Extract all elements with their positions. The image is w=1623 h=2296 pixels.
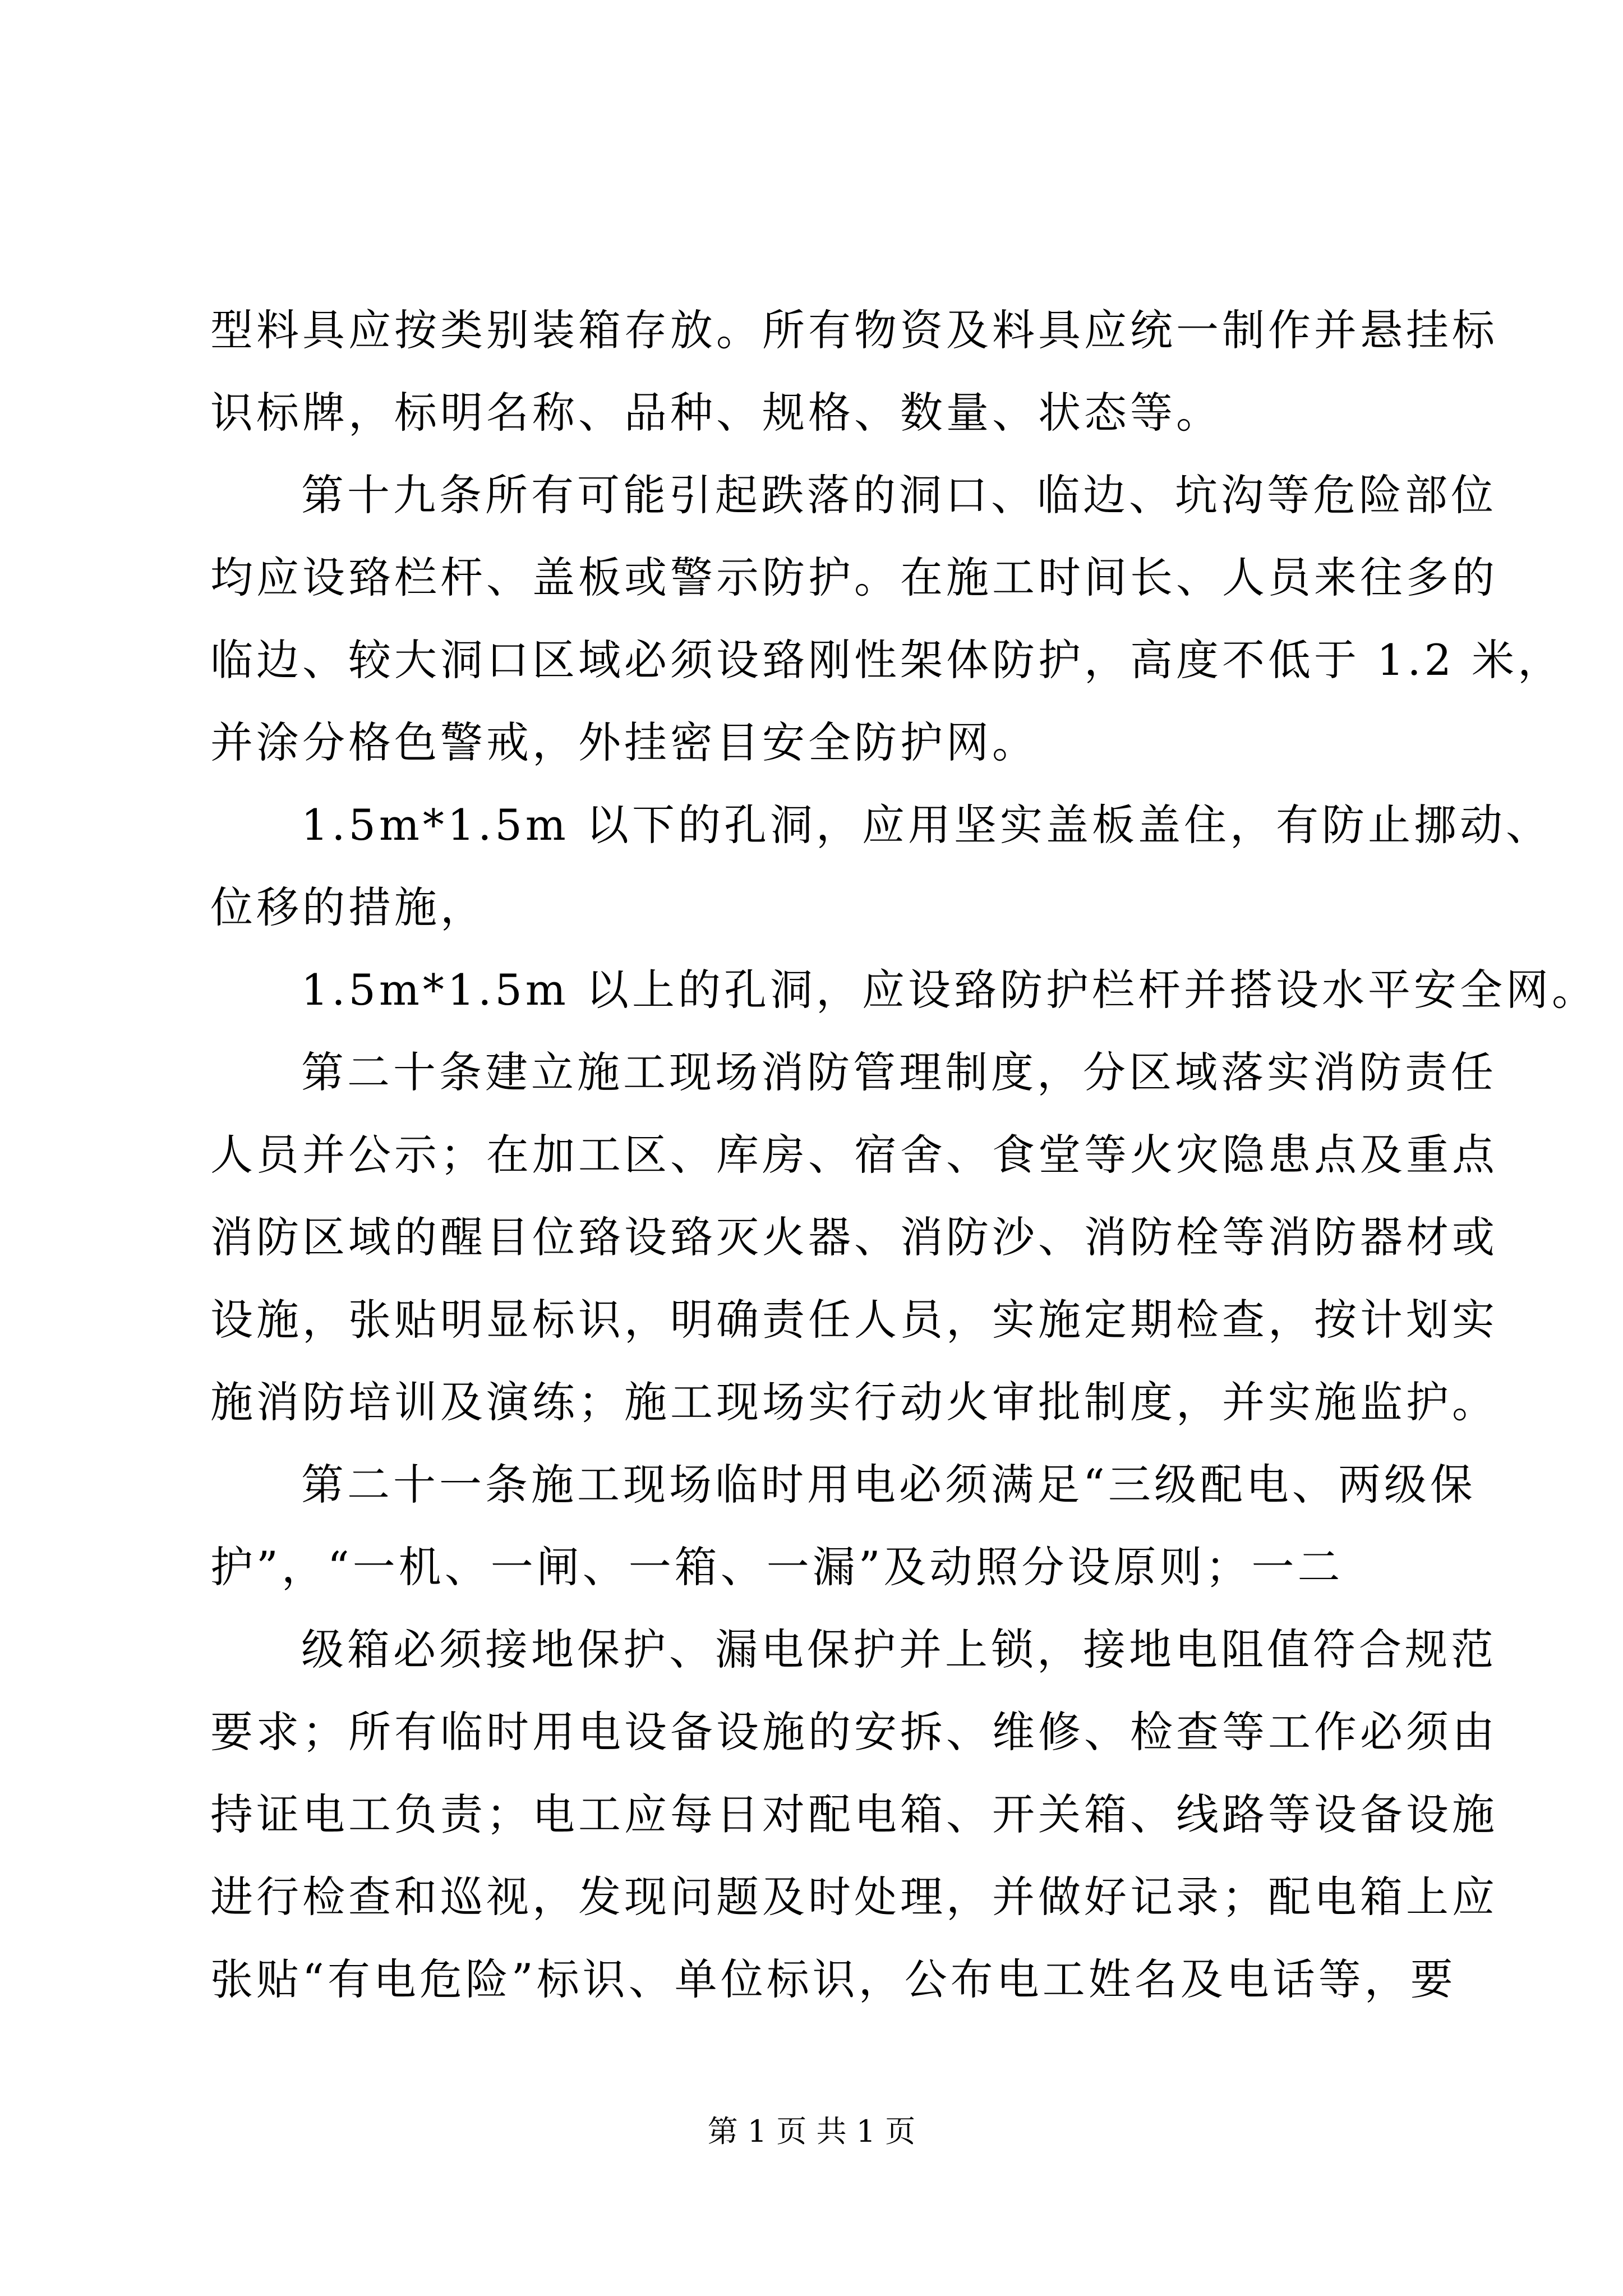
page-number: 第 1 页 共 1 页 — [707, 2114, 916, 2149]
text-line: 第十九条所有可能引起跌落的洞口、临边、坑沟等危险部位 — [301, 470, 1497, 520]
text-line: 消防区域的醒目位臵设臵灭火器、消防沙、消防栓等消防器材或 — [210, 1212, 1498, 1262]
text-line: 识标牌，标明名称、品种、规格、数量、状态等。 — [210, 388, 1222, 438]
text-line: 张贴“有电危险”标识、单位标识，公布电工姓名及电话等，要 — [210, 1954, 1456, 2004]
text-line: 护”，“一机、一闸、一箱、一漏”及动照分设原则；一二 — [210, 1542, 1344, 1592]
text-line: 均应设臵栏杆、盖板或警示防护。在施工时间长、人员来往多的 — [210, 553, 1498, 602]
text-line: 施消防培训及演练；施工现场实行动火审批制度，并实施监护。 — [210, 1377, 1498, 1427]
text-line: 设施，张贴明显标识，明确责任人员，实施定期检查，按计划实 — [210, 1295, 1498, 1345]
text-line: 第二十条建立施工现场消防管理制度，分区域落实消防责任 — [301, 1047, 1497, 1097]
text-line: 并涂分格色警戒，外挂密目安全防护网。 — [210, 717, 1038, 767]
text-line: 型料具应按类别装箱存放。所有物资及料具应统一制作并悬挂标 — [210, 305, 1498, 355]
text-line: 要求；所有临时用电设备设施的安拆、维修、检查等工作必须由 — [210, 1707, 1498, 1757]
page-footer — [0, 2112, 1623, 2151]
text-line: 临边、较大洞口区域必须设臵刚性架体防护，高度不低于 1.2 米， — [210, 635, 1564, 685]
text-line: 级箱必须接地保护、漏电保护并上锁，接地电阻值符合规范 — [301, 1625, 1497, 1674]
text-line: 第二十一条施工现场临时用电必须满足“三级配电、两级保 — [301, 1460, 1476, 1510]
text-line: 1.5m*1.5m 以下的孔洞，应用坚实盖板盖住，有防止挪动、 — [301, 800, 1552, 850]
text-line: 进行检查和巡视，发现问题及时处理，并做好记录；配电箱上应 — [210, 1872, 1498, 1922]
text-line: 1.5m*1.5m 以上的孔洞，应设臵防护栏杆并搭设水平安全网。 — [301, 965, 1598, 1015]
text-line: 位移的措施， — [210, 882, 486, 932]
document-body — [210, 289, 1598, 2021]
text-line: 人员并公示；在加工区、库房、宿舍、食堂等火灾隐患点及重点 — [210, 1130, 1498, 1180]
text-line: 持证电工负责；电工应每日对配电箱、开关箱、线路等设备设施 — [210, 1789, 1498, 1839]
